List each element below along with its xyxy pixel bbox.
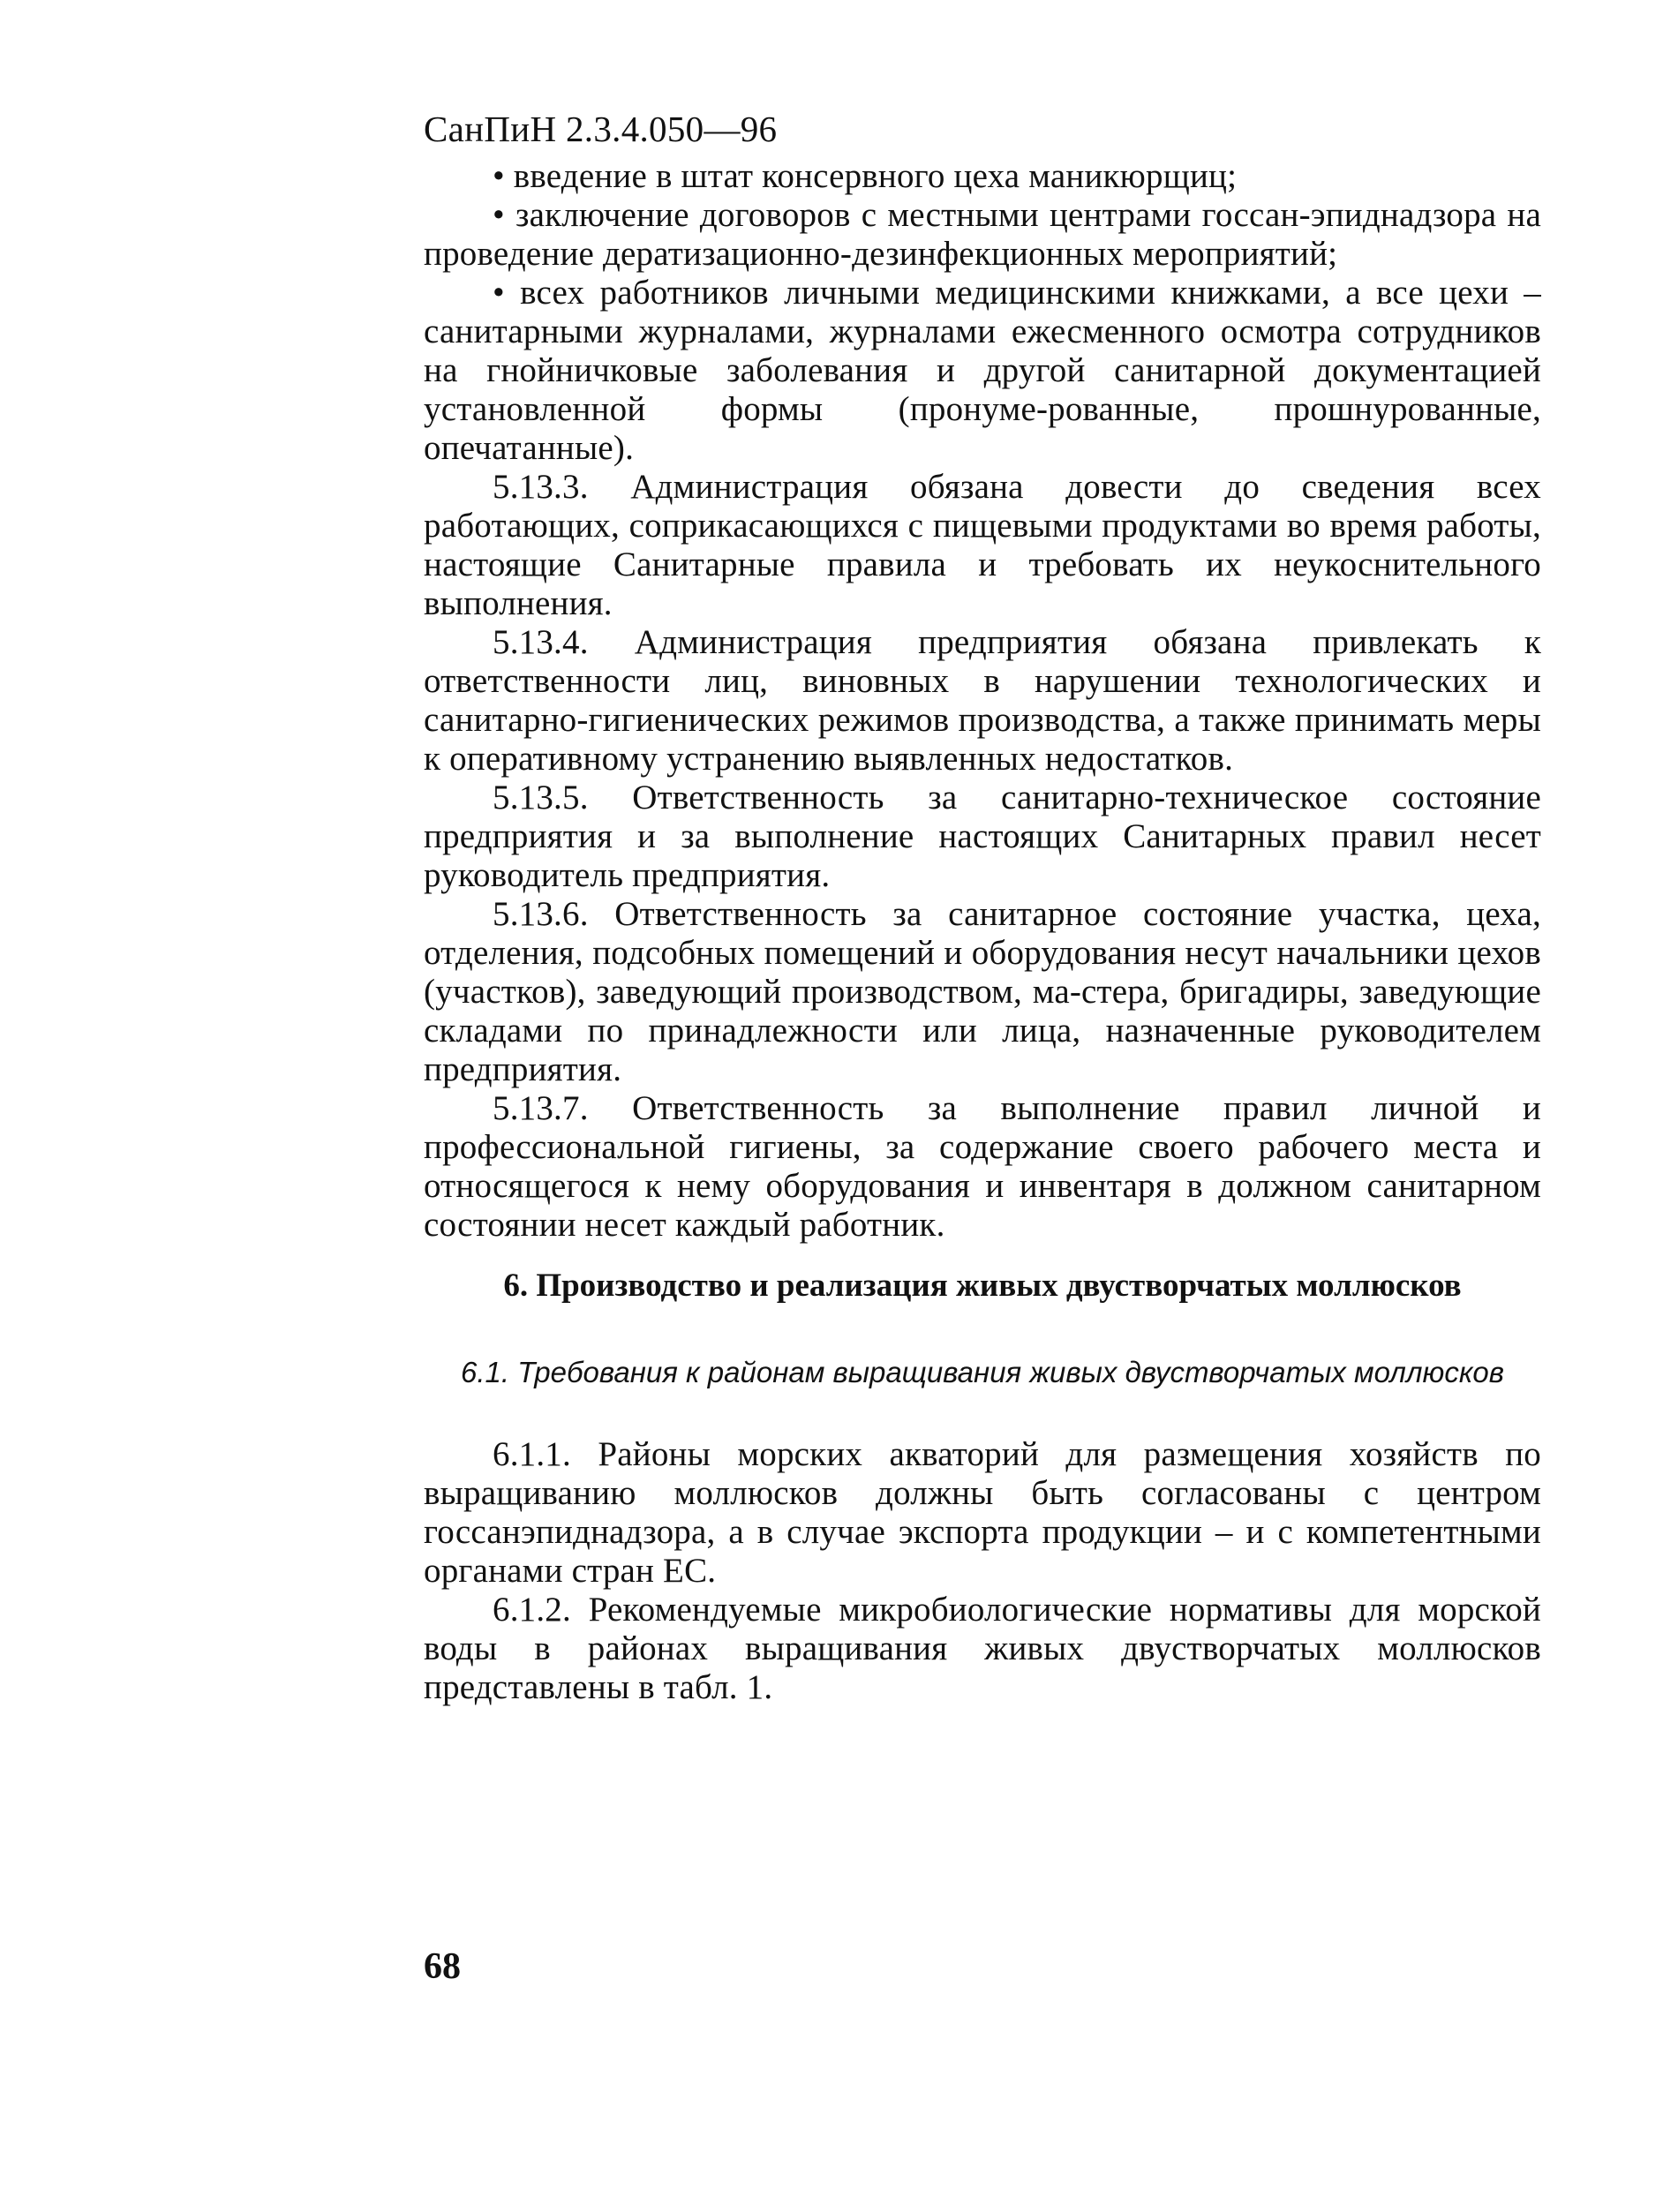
bullet-paragraph: • всех работников личными медицинскими книжками, а все цехи – санитарными журналами, журналами ежесменного осмотра сотрудников на гнойничковые заболевания и другой санитарной документацией установленной формы (пронуме-рованные, прошнурованные, опечатанные). [424, 274, 1541, 467]
clause-paragraph: 5.13.6. Ответственность за санитарное состояние участка, цеха, отделения, подсобных помещений и оборудования несут начальники цехов (участков), заведующий производством, ма-стера, бригадиры, заведующие складами по принадлежности или лица, назначенные руководителем предприятия. [424, 895, 1541, 1088]
running-head: СанПиН 2.3.4.050—96 [424, 109, 778, 149]
clause-paragraph: 6.1.2. Рекомендуемые микробиологические нормативы для морской воды в районах выращивания живых двустворчатых моллюсков представлены в табл. 1. [424, 1591, 1541, 1706]
page-content [424, 104, 1541, 1707]
subsection-heading: 6.1. Требования к районам выращивания живых двустворчатых моллюсков [461, 1356, 1504, 1388]
clause-paragraph: 5.13.5. Ответственность за санитарно-техническое состояние предприятия и за выполнение настоящих Санитарных правил несет руководитель предприятия. [424, 779, 1541, 894]
clause-paragraph: 5.13.3. Администрация обязана довести до сведения всех работающих, соприкасающихся с пищевыми продуктами во время работы, настоящие Санитарные правила и требовать их неукоснительного выполнения. [424, 468, 1541, 622]
clause-paragraph: 5.13.7. Ответственность за выполнение правил личной и профессиональной гигиены, за содержание своего рабочего места и относящегося к нему оборудования и инвентаря в должном санитарном состоянии несет каждый работник. [424, 1089, 1541, 1244]
clause-paragraph: 5.13.4. Администрация предприятия обязана привлекать к ответственности лиц, виновных в нарушении технологических и санитарно-гигиенических режимов производства, а также принимать меры к оперативному устранению выявленных недостатков. [424, 623, 1541, 778]
bullet-paragraph: • заключение договоров с местными центрами госсан-эпиднадзора на проведение дератизационно-дезинфекционных мероприятий; [424, 196, 1541, 273]
clause-paragraph: 6.1.1. Районы морских акваторий для размещения хозяйств по выращиванию моллюсков должны быть согласованы с центром госсанэпиднадзора, а в случае экспорта продукции – и с компетентными органами стран ЕС. [424, 1435, 1541, 1590]
section-heading: 6. Производство и реализация живых двустворчатых моллюсков [503, 1268, 1462, 1304]
page-number: 68 [424, 1946, 461, 1987]
heading-spacer [424, 1391, 1541, 1435]
bullet-paragraph: • введение в штат консервного цеха маникюрщиц; [493, 157, 1238, 195]
